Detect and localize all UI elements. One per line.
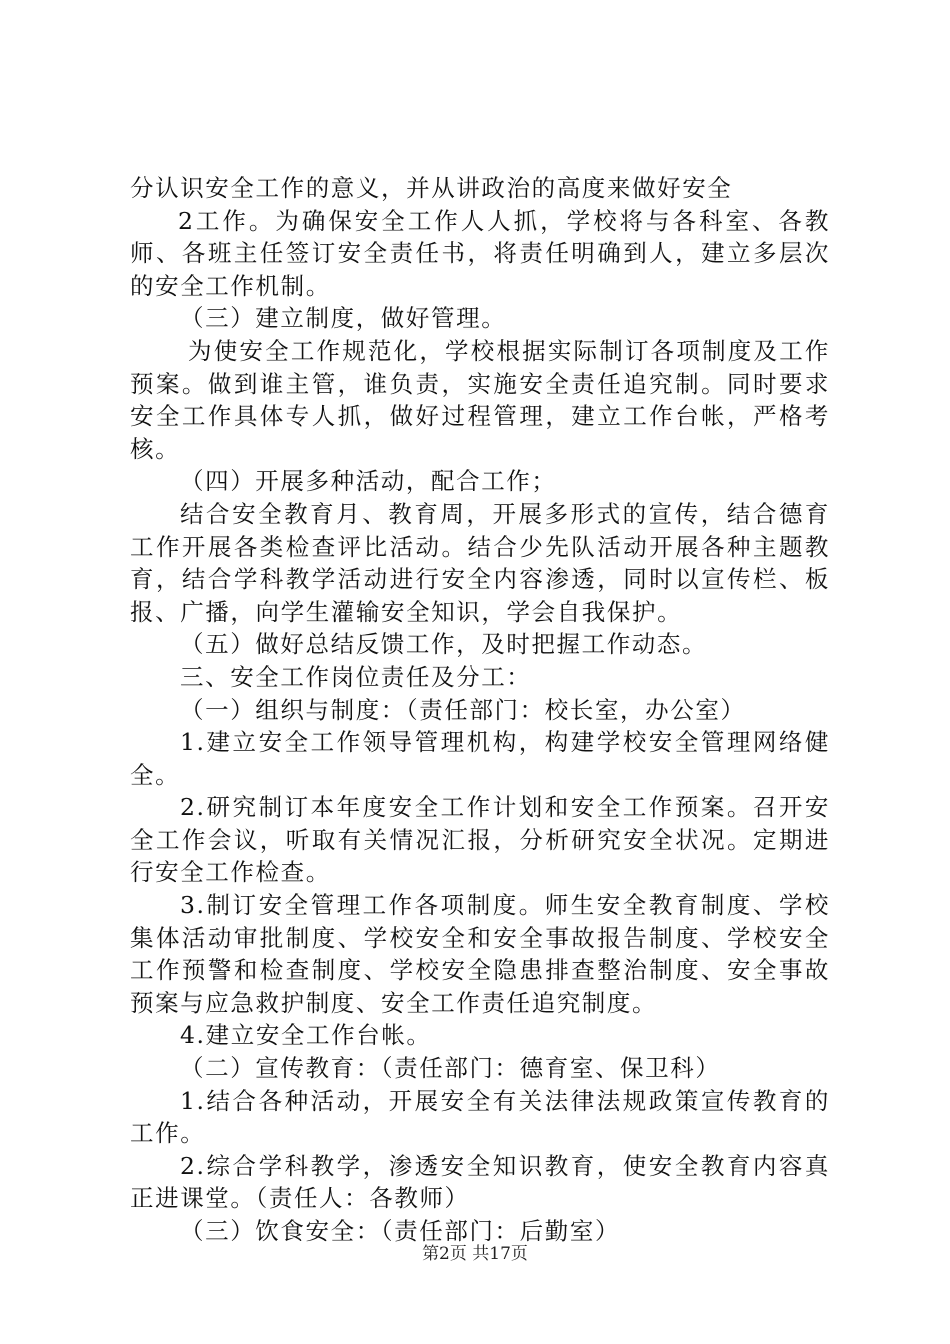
list-item: 1.建立安全工作领导管理机构，构建学校安全管理网络健全。 bbox=[130, 728, 830, 789]
list-item: 2.研究制订本年度安全工作计划和安全工作预案。召开安全工作会议，听取有关情况汇报，分析研究安全状况。定期进行安全工作检查。 bbox=[130, 793, 830, 887]
subsection-heading: （二）宣传教育：（责任部门：德育室、保卫科） bbox=[180, 1054, 721, 1083]
document-body bbox=[130, 172, 830, 1248]
list-item: 1.结合各种活动，开展安全有关法律法规政策宣传教育的工作。 bbox=[130, 1086, 830, 1148]
paragraph: 为使安全工作规范化，学校根据实际制订各项制度及工作预案。做到谁主管，谁负责，实施安全责任追究制。同时要求安全工作具体专人抓，做好过程管理，建立工作台帐，严格考核。 bbox=[130, 336, 830, 463]
subsection-heading: （三）饮食安全：（责任部门：后勤室） bbox=[180, 1217, 621, 1245]
list-item: 3.制订安全管理工作各项制度。师生安全教育制度、学校集体活动审批制度、学校安全和安全事故报告制度、学校安全工作预警和检查制度、学校安全隐患排查整治制度、安全事故预案与应急救护制度、安全工作责任追究制度。 bbox=[130, 891, 830, 1017]
section-heading: （四）开展多种活动，配合工作； bbox=[180, 467, 557, 496]
paragraph: 结合安全教育月、教育周，开展多形式的宣传，结合德育工作开展各类检查评比活动。结合少先队活动开展各种主题教育，结合学科教学活动进行安全内容渗透，同时以宣传栏、板报、广播，向学生灌输安全知识，学会自我保护。 bbox=[130, 499, 830, 626]
section-heading: 三、安全工作岗位责任及分工： bbox=[180, 662, 532, 691]
section-heading: （五）做好总结反馈工作，及时把握工作动态。 bbox=[180, 630, 708, 659]
section-heading: （三）建立制度，做好管理。 bbox=[180, 304, 507, 333]
subsection-heading: （一）组织与制度：（责任部门：校长室，办公室） bbox=[180, 695, 746, 724]
list-item: 4.建立安全工作台帐。 bbox=[180, 1021, 432, 1050]
page-number-footer: 第2页 共17页 bbox=[422, 1244, 528, 1264]
paragraph: 2工作。为确保安全工作人人抓，学校将与各科室、各教师、各班主任签订安全责任书，将责任明确到人，建立多层次的安全工作机制。 bbox=[130, 206, 830, 300]
list-item: 2.综合学科教学，渗透安全知识教育，使安全教育内容真正进课堂。（责任人：各教师） bbox=[130, 1151, 830, 1213]
paragraph: 分认识安全工作的意义，并从讲政治的高度来做好安全 bbox=[130, 174, 733, 202]
